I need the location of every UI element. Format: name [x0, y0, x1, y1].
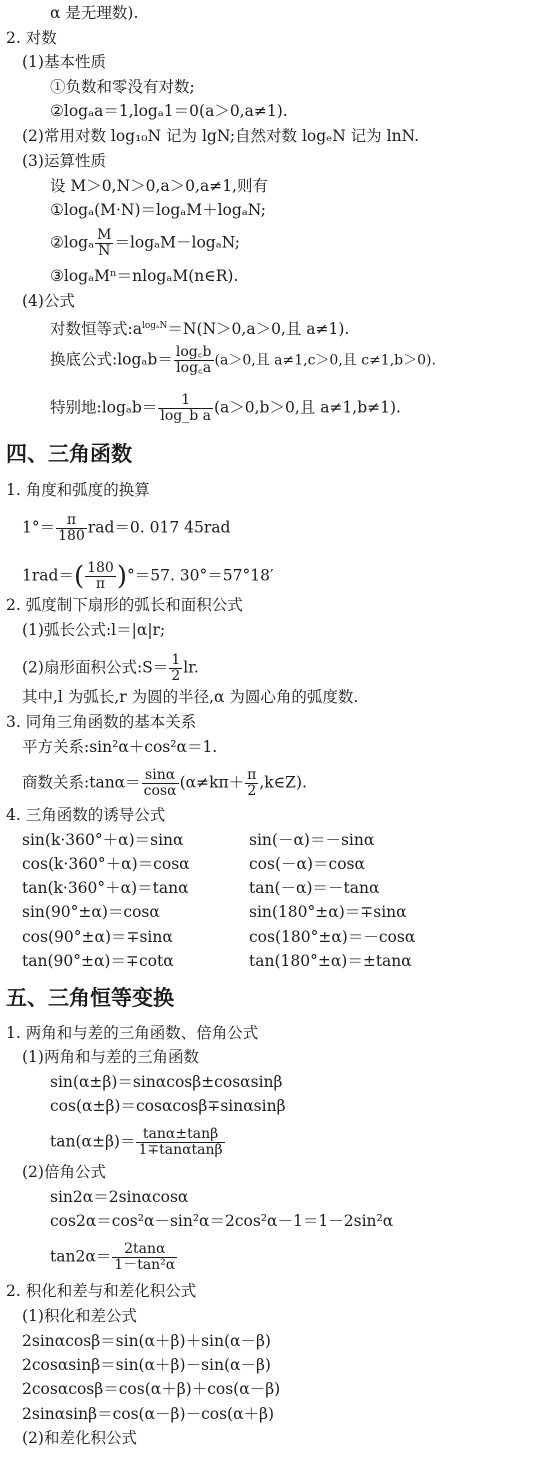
induction-left-4: sin(90°±α)＝cosα — [22, 903, 160, 921]
induction-left-6: tan(90°±α)＝∓cotα — [22, 952, 174, 970]
induction-right-2: cos(－α)＝cosα — [249, 855, 365, 873]
section-five-title: 五、三角恒等变换 — [6, 986, 174, 1010]
fraction: $\frac{\sin\alpha}{\cos\alpha}$ — [143, 767, 177, 799]
log-basic-b: ②logₐa＝1,logₐ1＝0(a＞0,a≠1). — [50, 102, 288, 120]
product-sum-heading: 2. 积化和差与和差化积公式 — [6, 1282, 197, 1300]
induction-left-1: sin(k·360°＋α)＝sinα — [22, 831, 184, 849]
product-to-sum-sub: (1)积化和差公式 — [22, 1307, 137, 1325]
degree-to-radian: 1°＝ $\frac{\pi}{180}$ rad＝0. 017 45rad — [22, 512, 231, 544]
angle-conversion-heading: 1. 角度和弧度的换算 — [6, 481, 150, 499]
induction-left-2: cos(k·360°＋α)＝cosα — [22, 855, 190, 873]
section-four-title: 四、三角函数 — [6, 442, 132, 466]
log-common: (2)常用对数 log₁₀N 记为 lgN;自然对数 logₑN 记为 lnN. — [22, 127, 420, 145]
tan-double: tan2α＝ $\frac{2\tan\alpha}{\text{1－tan²α}}$ — [50, 1241, 176, 1273]
induction-right-6: tan(180°±α)＝±tanα — [249, 952, 412, 970]
log-change-base: 换底公式:logₐb＝ $\frac{\log꜀b}{\log꜀a}$ (a＞0,且 a≠1,c＞0,且 c≠1,b＞0). — [50, 344, 436, 376]
log-ops-a: ①logₐ(M·N)＝logₐM＋logₐN; — [50, 201, 267, 219]
fraction: $\frac{\log꜀b}{\log꜀a}$ — [175, 344, 212, 376]
induction-right-3: tan(－α)＝－tanα — [249, 879, 380, 897]
basic-relation-heading: 3. 同角三角函数的基本关系 — [6, 713, 197, 731]
radian-to-degree: 1rad＝( $\frac{180}{\pi}$ )°＝57. 30°＝57°18′ — [22, 560, 274, 592]
induction-right-4: sin(180°±α)＝∓sinα — [249, 903, 407, 921]
log-basic-a: ①负数和零没有对数; — [50, 78, 195, 96]
log-special: 特别地:logₐb＝ $\frac{1}{\text{log\_b a}}$ (a＞0,b＞0,且 a≠1,b≠1). — [50, 392, 401, 424]
log-formula-title: (4)公式 — [22, 292, 75, 310]
product-to-sum-4: 2sinαsinβ＝cos(α－β)－cos(α＋β) — [22, 1405, 275, 1423]
fraction: $\frac{180}{\pi}$ — [87, 560, 114, 592]
fraction: $\frac{1}{\text{log\_b a}}$ — [160, 392, 211, 424]
fraction: $\frac{M}{N}$ — [97, 227, 112, 259]
quotient-relation: 商数关系:tanα＝ $\frac{\sin\alpha}{\cos\alpha}$ (α≠kπ＋ $\frac{\pi}{2}$ ,k∈Z). — [22, 767, 307, 799]
sum-diff-sub: (1)两角和与差的三角函数 — [22, 1048, 199, 1066]
product-to-sum-2: 2cosαsinβ＝sin(α＋β)－sin(α－β) — [22, 1356, 271, 1374]
top-fragment: α 是无理数). — [50, 4, 139, 22]
sum-diff-heading: 1. 两角和与差的三角函数、倍角公式 — [6, 1024, 259, 1042]
log-basic-title: (1)基本性质 — [22, 53, 106, 71]
fraction: $\frac{2\tan\alpha}{\text{1－tan²α}}$ — [114, 1241, 176, 1273]
induction-left-5: cos(90°±α)＝∓sinα — [22, 928, 173, 946]
product-to-sum-3: 2cosαcosβ＝cos(α＋β)＋cos(α－β) — [22, 1380, 281, 1398]
sin-sum-diff: sin(α±β)＝sinαcosβ±cosαsinβ — [50, 1073, 283, 1091]
fraction: $\frac{\tan\alpha\pm\tan\beta}{1\mp\tan\alpha\tan\beta}$ — [138, 1126, 223, 1158]
log-identity: 对数恒等式$:a^{log_aN}=N(N>0,a>0$,且 a≠1). — [50, 320, 350, 339]
arc-length: (1)弧长公式:l＝|α|r; — [22, 621, 166, 639]
sin-double: sin2α＝2sinαcosα — [50, 1188, 189, 1206]
sector-heading: 2. 弧度制下扇形的弧长和面积公式 — [6, 596, 243, 614]
sector-area: (2)扇形面积公式:S＝ $\frac{1}{2}$ lr. — [22, 652, 199, 684]
log-ops-c: ③logₐMⁿ＝nlogₐM(n∈R). — [50, 267, 239, 285]
induction-left-3: tan(k·360°＋α)＝tanα — [22, 879, 189, 897]
fraction: $\frac{1}{2}$ — [171, 652, 181, 684]
sector-note: 其中,l 为弧长,r 为圆的半径,α 为圆心角的弧度数. — [22, 688, 359, 706]
induction-right-5: cos(180°±α)＝－cosα — [249, 928, 416, 946]
log-ops-cond: 设 M＞0,N＞0,a＞0,a≠1,则有 — [50, 177, 268, 195]
square-relation: 平方关系:sin²α＋cos²α＝1. — [22, 738, 218, 756]
induction-heading: 4. 三角函数的诱导公式 — [6, 806, 166, 824]
product-to-sum-1: 2sinαcosβ＝sin(α＋β)＋sin(α－β) — [22, 1332, 271, 1350]
fraction: $\frac{\pi}{180}$ — [58, 512, 85, 544]
log-ops-title: (3)运算性质 — [22, 152, 106, 170]
double-angle-sub: (2)倍角公式 — [22, 1163, 106, 1181]
log-heading: 2. 对数 — [6, 29, 57, 47]
sum-to-product-sub: (2)和差化积公式 — [22, 1429, 137, 1447]
cos-sum-diff: cos(α±β)＝cosαcosβ∓sinαsinβ — [50, 1097, 286, 1115]
fraction: $\frac{\pi}{2}$ — [247, 767, 257, 799]
induction-right-1: sin(－α)＝－sinα — [249, 831, 375, 849]
log-ops-b: ②logₐ $\frac{M}{N}$ ＝logₐM－logₐN; — [50, 227, 240, 259]
tan-sum-diff: tan(α±β)＝ $\frac{\tan\alpha\pm\tan\beta}{1\mp\tan\alpha\tan\beta}$ — [50, 1126, 223, 1158]
cos-double: cos2α＝cos²α－sin²α＝2cos²α－1＝1－2sin²α — [50, 1212, 394, 1230]
